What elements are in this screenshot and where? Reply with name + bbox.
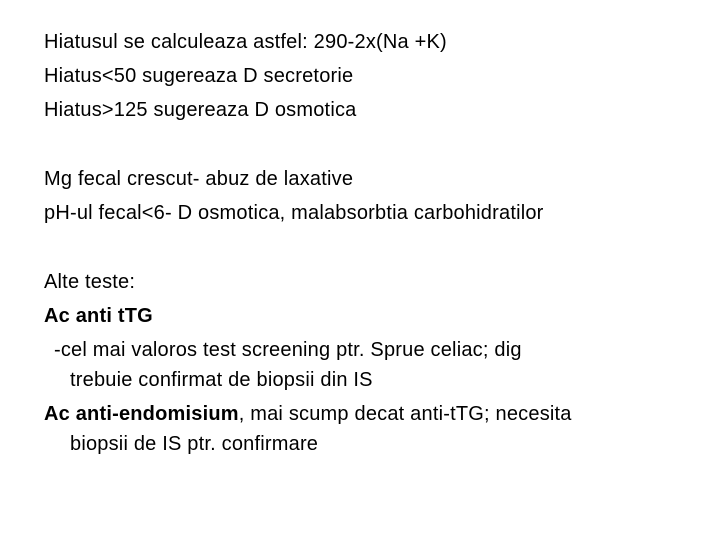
ttg-antibody-title: Ac anti tTG [44, 305, 153, 327]
mg-fecal-text: Mg fecal crescut- abuz de laxative [44, 168, 354, 190]
endomysium-line [44, 402, 572, 426]
hiatus-high-text: Hiatus>125 sugereaza D osmotica [44, 99, 357, 121]
hiatus-formula-text: Hiatusul se calculeaza astfel: 290-2x(Na +K) [44, 31, 447, 53]
ttg-description-line2: trebuie confirmat de biopsii din IS [70, 369, 373, 391]
endomysium-description-line2: biopsii de IS ptr. confirmare [70, 433, 319, 455]
endomysium-title: Ac anti-endomisium [44, 403, 239, 425]
hiatus-low-text: Hiatus<50 sugereaza D secretorie [44, 65, 354, 87]
other-tests-heading: Alte teste: [44, 271, 136, 293]
ttg-description-line1: -cel mai valoros test screening ptr. Sprue celiac; dig [54, 339, 522, 361]
endomysium-description: , mai scump decat anti-tTG; necesita [238, 403, 572, 425]
ph-fecal-text: pH-ul fecal<6- D osmotica, malabsorbtia carbohidratilor [44, 202, 544, 224]
